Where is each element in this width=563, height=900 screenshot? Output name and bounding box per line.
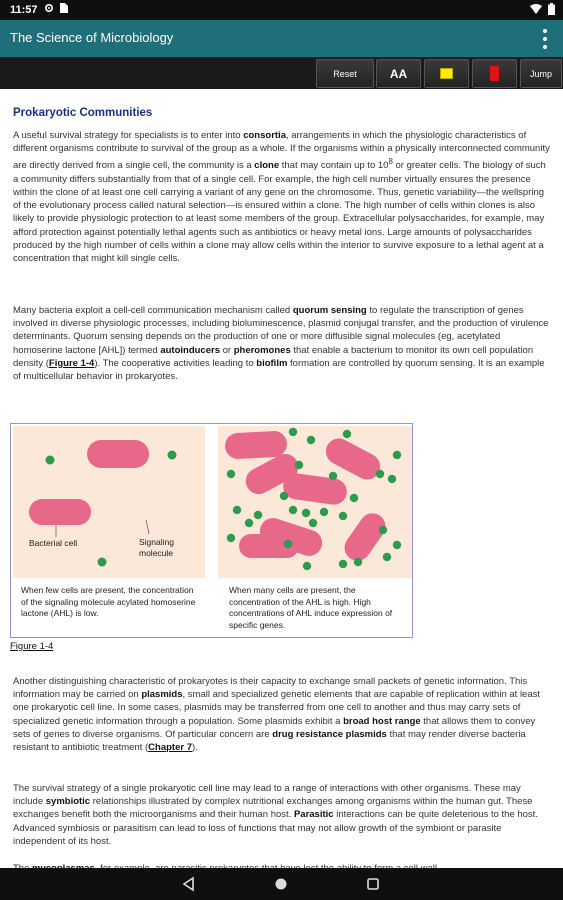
section-title: Prokaryotic Communities [13,107,153,119]
text-run: to regulate the transcription of genes involved in diverse physiologic processes, including bioluminescence, plasmid conjugal transfer, and the production of virulence determinants. Quorum sensing depends on the production of one or more diffusible signal molecules (eg, acetylated homoserine lactone [AHL]) termed [13,305,549,356]
yellow-swatch-icon [440,68,453,79]
text-run: ). [192,742,198,754]
text-run: formation are controlled by quorum sensing. It is an example of multicellular behavior in prokaryotes. [13,357,545,383]
text-run: or greater cells. The biology of such a community differs substantially from that of a single cell. For example, the high cell number virtually ensures the presence within the clone of at least one cell carrying a variant of any gene on the chromosome. Thus, genetic variability—the wellspring of the evolutionary process called natural selection—is ensured within a clone. The high number of cells within clones is also likely to provide physiologic protection to at least some members of the group. Extracellular polysaccharides, for example, may afford protection against potentially lethal agents such as antibiotics or heavy metal ions. Large amounts of polysaccharides produced by the high number of cells within a clone may allow cells within the interior to survive exposure to a lethal agent at a concentration that might kill single cells. [13,160,546,264]
signaling-molecule [329,472,337,480]
superscript: 8 [388,157,393,167]
reader-toolbar [0,57,563,89]
figure-1-4-link[interactable]: Figure 1-4 [10,641,54,652]
highlight-yellow-button[interactable] [424,59,469,88]
signaling-molecule [307,436,315,444]
reset-button[interactable]: Reset [316,59,374,88]
text-run: The survival strategy of a single prokaryotic cell line may lead to a range of interactions with other organisms. These may include [13,783,521,808]
text-run: or [219,344,234,356]
bold-term: quorum sensing [292,305,367,316]
signaling-molecule [233,506,241,514]
signaling-molecule [46,456,55,465]
bold-term: plasmids [141,689,183,701]
signaling-molecule [343,430,351,438]
bold-term: symbiotic [45,796,91,808]
text-run: A useful survival strategy for specialists is to enter into [13,130,244,141]
paragraph-quorum-sensing [13,304,551,383]
bold-term: consortia [243,130,286,141]
text-run: interactions can be quite deleterious to the host. Advanced symbiosis or parasitism can lead to loss of functions that may not allow growth of the symbiont or parasite independent of its host. [13,809,538,847]
signaling-molecule [383,553,391,561]
bold-term: biofilm [256,357,288,369]
jump-button[interactable]: Jump [520,59,562,88]
signaling-molecule [354,558,362,566]
article-content[interactable] [0,89,563,868]
bacterial-cell [87,440,149,468]
text-run: that may contain up to 10 [279,160,389,172]
battery-icon [548,3,555,18]
signaling-molecule [379,526,387,534]
home-circle-icon[interactable] [273,876,289,892]
bacterial-cell [224,430,287,459]
paragraph-plasmids [13,675,551,754]
paragraph-consortia [13,129,551,265]
signaling-molecule [98,558,107,567]
text-run: Many bacteria exploit a cell-cell communication mechanism called [13,305,293,316]
bold-term: pheromones [233,344,291,356]
text-run: that may render diverse bacteria resistant to antibiotic treatment ( [13,728,526,754]
sim-card-icon [60,3,68,16]
signaling-molecule [254,511,262,519]
signaling-molecule [289,506,297,514]
cross-reference-link[interactable]: Figure 1-4 [48,357,95,369]
text-run: that allows them to convey sets of genes to diverse organisms. Of particular concern are [13,715,536,740]
back-triangle-icon[interactable] [181,876,197,892]
signaling-molecule [388,475,396,483]
bold-term: Parasitic [293,809,334,821]
signaling-molecule [393,451,401,459]
text-run: , arrangements in which the physiologic characteristics of different organisms contribute to survival of the group as a whole. If the organisms within a physically interconnected community are directly derived from a single cell, the community is a [13,130,550,172]
system-nav-bar [0,868,563,900]
text-run: Another distinguishing characteristic of prokaryotes is their capacity to exchange small packets of genetic information. This information may be carried on [13,676,528,701]
more-vert-icon[interactable] [541,29,549,49]
signaling-molecule [289,428,297,436]
signaling-molecule [303,562,311,570]
bacterial-cell [29,499,91,525]
signaling-molecule [295,461,303,469]
gear-icon [44,3,54,16]
wifi-icon [530,4,542,17]
signaling-molecule [320,508,328,516]
app-title: The Science of Microbiology [10,30,174,45]
caption-few-cells: When few cells are present, the concentration of the signaling molecule acylated homoserine lactone (AHL) is low. [21,585,196,618]
status-time: 11:57 [10,3,38,16]
label-signaling-molecule: Signaling molecule [139,537,174,558]
figure-quorum-sensing [10,423,413,638]
bold-term: broad host range [343,715,421,727]
signaling-molecule [284,540,292,548]
text-run: , small and specialized genetic elements that are capable of replication within at least one prokaryotic cell line. In some cases, plasmids may be transferred from one cell to another and thus may carry sets of specialized genetic information through a population. Some plasmids exhibit a [13,689,541,727]
signaling-molecule [376,470,384,478]
bold-term: clone [254,160,280,172]
bold-term: drug resistance plasmids [272,728,387,740]
paragraph-symbiosis [13,782,551,848]
red-swatch-icon [490,66,499,81]
recents-square-icon[interactable] [365,876,381,892]
label-bacterial-cell: Bacterial cell [29,538,78,548]
cross-reference-link[interactable]: Chapter 7 [148,742,192,754]
text-run: ). The cooperative activities leading to [94,357,257,369]
font-size-button[interactable]: AA [376,59,421,88]
app-bar [0,20,563,57]
signaling-molecule [227,534,235,542]
signaling-molecule [302,509,310,517]
signaling-molecule [309,519,317,527]
caption-many-cells: When many cells are present, the concentration of the AHL is high. High concentrations of AHL induce expression of specific genes. [229,585,393,630]
highlight-red-button[interactable] [472,59,517,88]
signaling-molecule [393,541,401,549]
signaling-molecule [280,492,288,500]
signaling-molecule [350,494,358,502]
signaling-molecule [168,451,177,460]
text-run: relationships illustrated by complex nutritional exchanges among organisms within the human gut. These exchanges benefit both the microorganisms and their human host. [13,796,533,821]
signaling-molecule [245,519,253,527]
text-run: that enable a bacterium to monitor its own cell population density ( [13,344,534,369]
signaling-molecule [339,560,347,568]
signaling-molecule [339,512,347,520]
bold-term: autoinducers [160,344,220,356]
status-bar [0,0,563,20]
signaling-molecule [227,470,235,478]
